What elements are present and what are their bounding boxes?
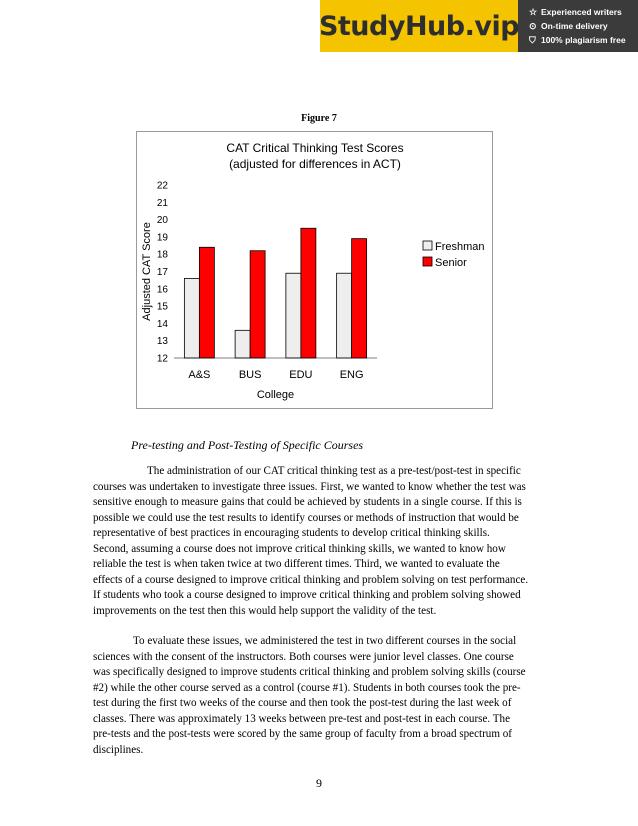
feature-item [529, 33, 626, 47]
chart-title: CAT Critical Thinking Test Scores [226, 141, 404, 155]
text-line: If students who took a course designed to improve critical thinking and problem solving showed [93, 589, 521, 601]
bar-freshman-eng [337, 273, 352, 358]
text-line: #2) while the other course served as a control (course #1). Students in both courses took the pre- [93, 681, 521, 694]
page-number: 9 [316, 776, 322, 790]
text-line: courses was undertaken to investigate three issues. First, we wanted to know whether the test was [93, 480, 526, 493]
y-tick-label: 22 [156, 180, 168, 192]
feature-text: Experienced writers [541, 7, 622, 17]
section-heading: Pre-testing and Post-Testing of Specific Courses [131, 438, 364, 452]
bar-freshman-bus [235, 330, 250, 358]
promo-banner[interactable] [320, 0, 638, 52]
legend-label-senior: Senior [435, 257, 467, 269]
text-line: possible we could use the test results to identify courses or methods of instruction that would be [93, 511, 519, 524]
chart-subtitle: (adjusted for differences in ACT) [229, 157, 401, 171]
y-tick-label: 16 [156, 284, 168, 296]
y-axis-label: Adjusted CAT Score [141, 222, 153, 321]
y-tick-label: 15 [156, 301, 168, 313]
bar-senior-eng [352, 239, 367, 358]
brand-logo[interactable] [320, 0, 518, 52]
text-line: improvements on the test then this would help support the validity of the test. [93, 604, 437, 617]
text-line: disciplines. [93, 743, 144, 756]
y-tick-label: 13 [156, 336, 168, 348]
x-tick-label: BUS [238, 369, 262, 381]
paragraph-2 [93, 634, 553, 758]
bar-chart [137, 132, 494, 410]
y-tick-label: 21 [156, 197, 168, 209]
text-line: reliable the test is when taken twice at two different times. Third, we wanted to evaluate the [93, 558, 500, 570]
y-tick-label: 14 [156, 318, 168, 330]
x-axis-label: College [256, 389, 295, 401]
bar-freshman-as [184, 278, 199, 358]
clock-icon: ⊙ [529, 20, 537, 31]
text-line: The administration of our CAT critical thinking test as a pre-test/post-test in specific [147, 465, 521, 477]
x-tick-label: EDU [289, 369, 313, 381]
text-line: representative of best practices in encouraging students to develop critical thinking skills. [93, 527, 490, 539]
x-tick-label: A&S [188, 369, 211, 381]
y-tick-label: 19 [156, 232, 168, 244]
bar-freshman-edu [286, 273, 301, 358]
text-line: Second, assuming a course does not improve critical thinking skills, we wanted to know how [93, 542, 506, 555]
text-line: classes. There was approximately 13 weeks between pre-test and post-test in each course. The [93, 712, 511, 725]
star-icon: ☆ [529, 6, 538, 17]
feature-item [529, 5, 626, 19]
text-line: effects of a course designed to improve critical thinking and problem solving on test performance. [93, 573, 529, 586]
bar-senior-bus [250, 251, 265, 358]
x-tick-label: ENG [339, 369, 364, 381]
y-tick-label: 12 [156, 353, 168, 365]
brand-name: StudyHub.vip [318, 10, 520, 42]
figure-caption: Figure 7 [301, 113, 337, 124]
feature-text: On-time delivery [541, 21, 608, 31]
shield-icon: ⛉ [529, 34, 536, 45]
legend-swatch-senior [423, 257, 432, 266]
legend-swatch-freshman [423, 241, 432, 250]
text-line: sciences with the consent of the instructors. Both courses were junior level classes. One course [93, 650, 514, 663]
y-tick-label: 17 [156, 267, 168, 278]
feature-item [529, 19, 626, 33]
y-tick-label: 20 [156, 215, 168, 227]
text-line: pre-tests and the post-tests were scored by the same group of faculty from a broad spectrum of [93, 728, 512, 740]
chart-frame [136, 131, 493, 409]
feature-list [529, 5, 626, 47]
paragraph-1 [93, 464, 553, 619]
text-line: sensitive enough to measure gains that could be achieved by students in a single course. If this is [93, 496, 522, 508]
y-tick-label: 18 [156, 249, 168, 261]
text-line: test during the first two weeks of the course and then took the post-test during the last week of [93, 697, 512, 709]
bar-senior-as [199, 247, 214, 358]
text-line: To evaluate these issues, we administered the test in two different courses in the social [133, 635, 517, 647]
text-line: was specifically designed to improve students critical thinking and problem solving skills (course [93, 666, 526, 678]
bar-senior-edu [301, 228, 316, 358]
feature-text: 100% plagiarism free [541, 35, 626, 45]
legend-label-freshman: Freshman [435, 241, 485, 253]
